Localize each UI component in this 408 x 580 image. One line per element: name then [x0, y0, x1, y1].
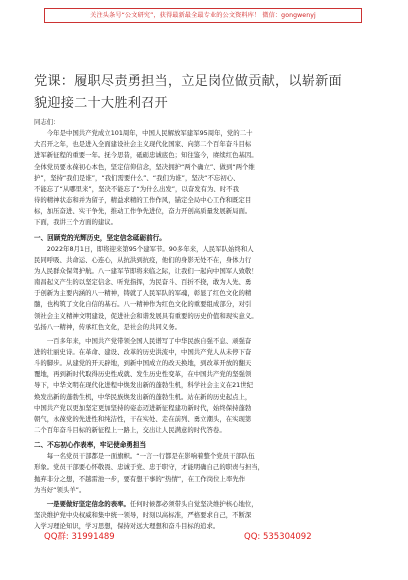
paragraph-line: 抛弃非分之想，不越雷池一步，要有想干事的“热情”，在工作岗位上率先作	[34, 474, 246, 483]
paragraph-line: 为人民群众保驾护航。八一建军节即将来临之际，让我们一起向中国军人致敬！	[34, 266, 258, 275]
page-title	[34, 71, 379, 115]
title-line: 貌迎接二十大胜利召开	[34, 95, 168, 111]
paragraph-line: 不能忘了“从哪里来”，坚决不能忘了“为什么出发”，以奋发有为、时不我	[34, 184, 239, 193]
qq-group: QQ群: 31991489	[44, 532, 115, 542]
paragraph-line: 髓，也构筑了文化自信的基石。八一精神作为红色文化的重要组成部分，对引	[34, 300, 252, 309]
lead-rest: 任何时候都必须带头自觉坚决维护核心地位，	[129, 499, 258, 508]
paragraph-line: 大召开之年，也是进入全面建设社会主义现代化国家、向第二个百年奋斗目标	[34, 140, 252, 149]
paragraph-line: 进的壮丽史诗。在革命、建设、改革的历史洪流中，中国共产党人从未停下奋	[34, 347, 252, 356]
paragraph-line: 朝气，永葆党的先进性和纯洁性，干在实处、走在前列、勇立潮头，在实现第	[34, 414, 252, 423]
paragraph-line: 全体党员要永葆初心本色，坚定信仰信念，坚决拥护“两个确立”、做到“两个维	[34, 162, 255, 171]
greeting	[34, 117, 378, 128]
paragraph-line: 南昌起义产生的以坚定信念、听党指挥，为民奋斗、百折不挠，敢为人先、勇	[34, 278, 252, 287]
section-heading-1: 一、回顾党的光辉历史，坚定信念砥砺前行。	[34, 233, 166, 242]
paragraph-line: 坚决维护党中央权威和集中统一领导，时刻以高标准，严格要求自己，不断深	[34, 511, 252, 519]
paragraph-line: 斗的脚步。从建党的开天辟地，到新中国成立的改天换地，到改革开放的翻天	[34, 359, 252, 368]
document-body	[34, 117, 378, 532]
paragraph-line: 弘扬八一精神，传承红色文化，是社会的共同义务。	[34, 322, 181, 331]
paragraph-history	[34, 336, 378, 436]
paragraph-line: 2022年8月1日，即将迎来第95个建军节。90多年来，人民军队始终和人	[46, 244, 254, 253]
paragraph-bayi	[34, 244, 378, 333]
paragraph-line: 形象。党员干部要心怀敬畏、忠诚于党、忠于职守，才能明确自己的职责与担当，	[34, 463, 265, 472]
paragraph-line: 进军新征程的重要一年。抚今思昔，砥砺忠诚底色；知往鉴今，赓续红色基因。	[34, 151, 258, 160]
promo-banner: 关注头条号“公文研究”，获得最新最全最专业的公文资料库！ 微信：gongwenyj	[44, 8, 362, 23]
paragraph-banner-flag	[34, 451, 378, 496]
paragraph-line: 民同呼吸、共命运、心连心，从抗洪到抗疫，他们的身影无处不在，身体力行	[34, 255, 252, 264]
paragraph-line: 覆地，再到新时代取得历史性成就、发生历史性变革，在中国共产党的坚强领	[34, 370, 252, 379]
paragraph-line: 待的精神状态和并为留子，精益求精的工作作风，锚定全局中心工作和既定目	[34, 196, 252, 205]
paragraph-line: 焕发出新的蓬勃生机，中华民族焕发出新的蓬勃生机。站在新的历史起点上，	[34, 392, 252, 401]
paragraph-line: 入学习理论知识，学习思想，保持对远大理想和奋斗目标的追求。	[34, 522, 220, 531]
paragraph-line	[34, 499, 378, 510]
paragraph-belief	[34, 499, 378, 532]
paragraph-line: 护”，坚持“我们是谁”，“我们需要什么”、“我们为谁”，坚决“不忘初心、	[34, 173, 240, 182]
paragraph-line: 导下，中华文明在现代化进程中焕发出新的蓬勃生机，科学社会主义在21世纪	[34, 381, 254, 390]
paragraph-line: 下面，我讲三个方面的建议。	[34, 218, 118, 227]
section-heading-2: 二、不忘初心作表率，牢记使命勇担当	[34, 441, 147, 450]
paragraph-line: 标，加压奋进、实干争先，推动工作争先进位，奋力开创高质量发展新局面。	[34, 207, 252, 216]
contact-footer	[44, 530, 364, 544]
qq-number: QQ: 535304092	[244, 532, 312, 542]
paragraph-line: 于创新为主要内涵的八一精神，铸就了人民军队的军魂，彰显了红色文化的精	[34, 289, 252, 298]
paragraph-line: 为当好“领头羊”。	[34, 485, 86, 494]
paragraph-line: 今年是中国共产党成立101周年，中国人民解放军建军95周年，党的二十	[46, 129, 253, 138]
lead-phrase: 一是要做好坚定信念的表率。	[46, 499, 130, 508]
paragraph-line: 一百多年来，中国共产党带领全国人民谱写了中华民族自强不息、顽强奋	[46, 336, 252, 345]
paragraph-line: 二个百年奋斗目标的新征程上一路上，交出让人民满意的时代答卷。	[34, 426, 226, 435]
greeting-text: 同志们：	[34, 118, 60, 126]
paragraph-line: 中国共产党以更加坚定更加坚持的姿态迈进新征程建功新时代，始终保持蓬勃	[34, 403, 252, 412]
paragraph-intro	[34, 128, 378, 228]
title-line: 党课：履职尽责勇担当，立足岗位做贡献，以崭新面	[34, 73, 342, 89]
paragraph-line: 领社会主义精神文明建设，促进社会和谐发展具有重要的历史价值和现实意义。	[34, 311, 258, 320]
paragraph-line: 每一名党员干部都是一面旗帜。“一言一行都是在影响着整个党员干部队伍	[46, 452, 255, 461]
